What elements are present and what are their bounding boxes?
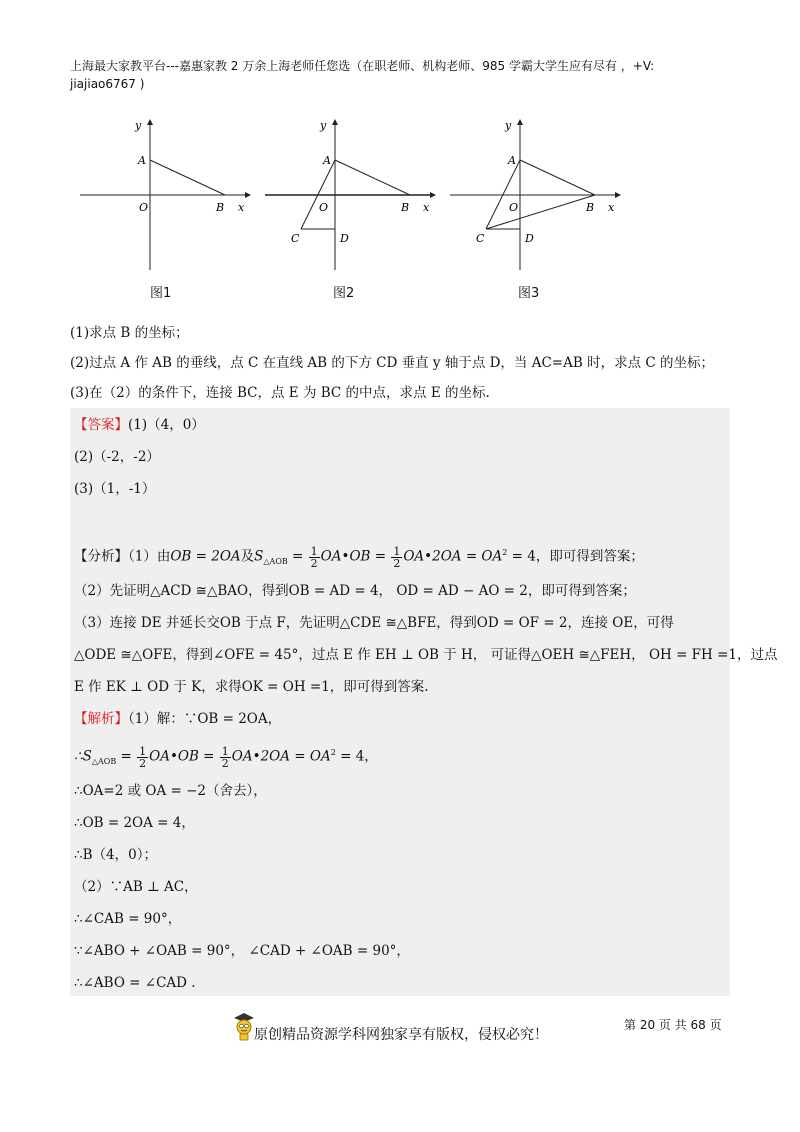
header-line-1: 上海最大家教平台---嘉惠家教 2 万余上海老师任您选（在职老师、机构老师、985 学霸大学生应有尽有 ，+V: bbox=[70, 59, 655, 73]
fraction-half bbox=[391, 546, 402, 569]
figure-2-caption: 图2 bbox=[333, 286, 355, 301]
figure-3-diagram bbox=[450, 115, 625, 280]
y-axis-label: y bbox=[505, 119, 512, 132]
area-subscript: △AOB bbox=[91, 757, 117, 767]
page-header bbox=[70, 57, 730, 93]
fraction-numerator: 1 bbox=[393, 544, 401, 558]
analysis-text: （1）由 bbox=[128, 548, 171, 565]
solution-line-7: ∴∠CAB = 90°， bbox=[74, 911, 182, 927]
copyright-notice: 原创精品资源学科网独家享有版权，侵权必究！ bbox=[254, 1027, 548, 1043]
analysis-text: 及 bbox=[240, 548, 255, 565]
x-axis-label: x bbox=[608, 201, 615, 214]
analysis-text: ，即可得到答案； bbox=[535, 548, 644, 565]
point-d-label: D bbox=[525, 232, 534, 245]
analysis-line-1 bbox=[74, 542, 644, 573]
y-axis-label: y bbox=[135, 119, 142, 132]
solution-formula: = 4， bbox=[335, 748, 378, 765]
answer-3: (3)（1，-1） bbox=[74, 481, 156, 497]
fraction-denominator: 2 bbox=[393, 556, 401, 570]
point-b-label: B bbox=[216, 201, 225, 214]
fraction-numerator: 1 bbox=[139, 744, 147, 758]
analysis-formula: OA•OB = bbox=[320, 548, 391, 565]
figure-1-caption: 图1 bbox=[150, 286, 172, 301]
solution-line-8: ∵∠ABO + ∠OAB = 90°， ∠CAD + ∠OAB = 90°， bbox=[74, 943, 410, 959]
area-symbol: ∴S bbox=[74, 748, 92, 765]
solution-line-6: （2）∵AB ⊥ AC， bbox=[74, 879, 198, 895]
solution-line-4: ∴OB = 2OA = 4， bbox=[74, 815, 195, 831]
solution-line-2 bbox=[74, 742, 378, 773]
exponent: 2 bbox=[330, 748, 336, 757]
figure-3-caption: 图3 bbox=[518, 286, 540, 301]
point-o-label: O bbox=[509, 201, 519, 214]
analysis-line-4: △ODE ≅△OFE，得到∠OFE = 45°，过点 E 作 EH ⊥ OB 于 H， 可证得△OEH ≅△FEH， OH = FH =1，过点 bbox=[74, 647, 778, 663]
area-symbol: S bbox=[254, 548, 264, 565]
answer-tag: 【答案】 bbox=[74, 417, 128, 433]
solution-tag: 【解析】 bbox=[74, 711, 128, 727]
solution-line-9: ∴∠ABO = ∠CAD . bbox=[74, 975, 196, 991]
point-c-label: C bbox=[476, 232, 485, 245]
point-a-label: A bbox=[138, 154, 146, 167]
answer-line-1 bbox=[74, 414, 205, 436]
point-o-label: O bbox=[319, 201, 329, 214]
analysis-formula: = 4 bbox=[507, 548, 536, 565]
fraction-numerator: 1 bbox=[310, 544, 318, 558]
answer-2: (2)（-2，-2） bbox=[74, 449, 160, 465]
fraction-half bbox=[220, 746, 231, 769]
fraction-denominator: 2 bbox=[310, 556, 318, 570]
figure-1 bbox=[80, 115, 255, 280]
figure-2-diagram bbox=[265, 115, 440, 280]
question-1: (1)求点 B 的坐标； bbox=[70, 325, 189, 341]
x-axis-label: x bbox=[423, 201, 430, 214]
page-number: 第 20 页 共 68 页 bbox=[624, 1018, 722, 1032]
fraction-denominator: 2 bbox=[221, 756, 229, 770]
solution-formula: OA•OB = bbox=[149, 748, 219, 765]
area-subscript: △AOB bbox=[263, 557, 288, 567]
solution-formula: OA•2OA = OA bbox=[231, 748, 331, 765]
solution-line-1 bbox=[74, 708, 281, 730]
point-b-label: B bbox=[586, 201, 595, 214]
solution-line-3: ∴OA=2 或 OA = −2（舍去）， bbox=[74, 783, 267, 799]
point-o-label: O bbox=[139, 201, 149, 214]
point-b-label: B bbox=[401, 201, 410, 214]
point-a-label: A bbox=[508, 154, 516, 167]
figure-2 bbox=[265, 115, 440, 280]
analysis-line-5: E 作 EK ⊥ OD 于 K，求得OK = OH =1，即可得到答案. bbox=[74, 679, 429, 695]
y-axis-label: y bbox=[320, 119, 327, 132]
fraction-half bbox=[137, 746, 148, 769]
figure-3 bbox=[450, 115, 625, 280]
exponent: 2 bbox=[502, 548, 508, 557]
analysis-formula: OB = 2OA bbox=[170, 548, 241, 565]
fraction-numerator: 1 bbox=[221, 744, 229, 758]
equals: = bbox=[287, 548, 308, 565]
x-axis-label: x bbox=[238, 201, 245, 214]
solution-line-5: ∴B（4，0）； bbox=[74, 847, 157, 863]
analysis-line-2: （2）先证明△ACD ≅△BAO，得到OB = AD = 4， OD = AD − AO = 2，即可得到答案； bbox=[74, 583, 636, 599]
solution-text: （1）解：∵OB = 2OA， bbox=[128, 711, 282, 727]
point-a-label: A bbox=[323, 154, 331, 167]
analysis-formula: OA•2OA = OA bbox=[403, 548, 503, 565]
header-line-2: jiajiao6767 ) bbox=[70, 77, 145, 91]
mascot-icon bbox=[232, 1012, 256, 1046]
point-d-label: D bbox=[340, 232, 349, 245]
analysis-tag: 【分析】 bbox=[74, 548, 128, 565]
fraction-denominator: 2 bbox=[139, 756, 147, 770]
question-2: (2)过点 A 作 AB 的垂线，点 C 在直线 AB 的下方 CD 垂直 y 轴于点 D，当 AC=AB 时，求点 C 的坐标； bbox=[70, 355, 714, 371]
point-c-label: C bbox=[291, 232, 300, 245]
equals: = bbox=[116, 748, 137, 765]
figure-1-diagram bbox=[80, 115, 255, 280]
analysis-line-3: （3）连接 DE 并延长交OB 于点 F，先证明△CDE ≅△BFE，得到OD = OF = 2，连接 OE，可得 bbox=[74, 615, 674, 631]
fraction-half bbox=[309, 546, 320, 569]
answer-1: (1)（4，0） bbox=[128, 417, 205, 433]
question-3: (3)在（2）的条件下，连接 BC，点 E 为 BC 的中点，求点 E 的坐标. bbox=[70, 385, 490, 401]
